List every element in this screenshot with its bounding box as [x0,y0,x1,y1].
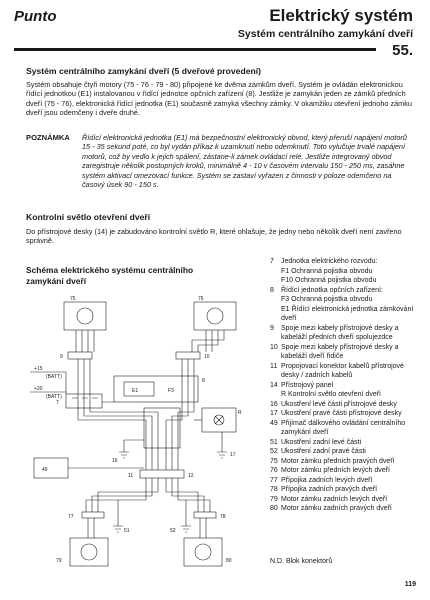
legend-item [270,305,418,324]
legend-item [270,419,418,438]
legend-item-text: Řídící jednotka opčních zařízení: [281,286,383,294]
motor-80-block [184,538,232,566]
page-title: Elektrický systém [269,6,413,25]
legend-item-number: 9 [270,324,274,332]
label-77: 77 [68,514,74,520]
page-number: 119 [404,581,416,588]
legend-item-text: Ukostření zadní levé části [281,438,362,446]
legend-item-number: 75 [270,457,278,465]
label-9: 9 [60,354,63,360]
legend-item-text: Přijímač dálkového ovládání centrálního zamykání dveří [281,419,406,436]
label-17: 17 [230,452,236,458]
legend-item-number: 16 [270,400,278,408]
legend-item-text: Motor zámku zadních pravých dveří [281,505,392,512]
label-52: 52 [170,528,176,534]
connector-11 [128,470,184,479]
label-16: 16 [112,458,118,464]
legend-item-text: F10 Ochranná pojistka obvodu [281,277,377,284]
label-49: 49 [42,467,48,473]
legend-item-number: 52 [270,448,278,455]
connector-78 [194,512,226,520]
legend-item [270,409,418,419]
wiring-diagram [26,290,258,575]
legend-item [270,485,418,495]
legend-item-number [270,305,281,324]
label-f3: F3 [168,388,174,394]
control-unit-8 [114,376,205,402]
legend-item-number: 7 [270,258,274,265]
legend-item-number: 76 [270,467,278,474]
legend-item-text: Spoje mezi kabely přístrojové desky a kabeláží předních dveří spolujezdce [281,324,399,341]
legend-item [270,324,418,343]
legend-list [270,257,418,514]
legend-item-number [270,295,281,305]
fuse-box-7 [56,394,102,408]
legend-item-text: Motor zámku předních pravých dveří [281,457,395,465]
section-paragraph-control-light: Do přístrojové desky (14) je zabudováno kontrolní světlo R, které ohlašuje, že jedny nebo několik dveří není zavřeno správně. [26,227,402,246]
ground-51 [113,500,130,534]
label-batt-2: (BATT) [46,394,62,400]
connector-77 [68,512,104,520]
legend-item-number: 51 [270,438,278,446]
legend-item-text: Ukostření levé části přístrojové desky [281,400,397,408]
label-12: 12 [188,473,194,479]
legend-item [270,257,418,267]
connector-12 [188,473,194,479]
legend-item [270,495,418,505]
legend-item [270,276,418,286]
ground-16 [112,440,144,464]
legend-item-text: Ukostření zadní pravé části [281,448,366,455]
legend-item-text: Spoje mezi kabely přístrojové desky a kabeláží dveří řidiče [281,343,399,360]
legend-item [270,295,418,305]
legend-item-text: Jednotka elektrického rozvodu: [281,258,378,265]
legend-item [270,476,418,486]
legend-item-number: 8 [270,286,274,294]
legend-item-number: 14 [270,381,278,389]
legend-item-number [270,390,281,400]
legend-item-text: F1 Ochranná pojistka obvodu [281,267,373,275]
instrument-panel-14 [194,408,242,432]
legend-item-number [270,267,281,277]
scheme-heading: Schéma elektrického systému centrálního zamykání dveří [26,265,194,286]
legend-item [270,267,418,277]
power-supply [30,366,66,400]
ground-52 [170,500,191,534]
note-label: POZNÁMKA [26,133,70,142]
legend-item [270,400,418,410]
label-10: 10 [204,354,210,360]
legend-item-text: R Kontrolní světlo otevření dveří [281,391,381,398]
header-rule [14,48,376,51]
label-11: 11 [128,473,134,479]
label-78: 78 [220,514,226,520]
legend-item [270,390,418,400]
legend-footnote: N.D. Blok konektorů [270,558,333,565]
legend-item-number: 79 [270,495,278,503]
page-subtitle: Systém centrálního zamykání dveří [237,28,413,40]
label-75: 75 [70,296,76,302]
legend-item-text: E1 Řídící elektronická jednotka zámkování dveří [281,305,414,322]
legend-item-number: 49 [270,419,278,427]
motor-76-block [194,296,236,330]
legend-item [270,457,418,467]
section-heading-system: Systém centrálního zamykání dveří (5 dveřové provedení) [26,66,261,76]
section-number: 55. [392,42,413,59]
legend-item-text: Přípojka zadních pravých dveří [281,486,378,493]
legend-item-number: 80 [270,505,278,512]
label-plus15: +15 [34,366,43,372]
legend-item-number: 78 [270,486,278,493]
section-heading-control-light: Kontrolní světlo otevření dveří [26,212,151,222]
legend-item [270,381,418,391]
label-51: 51 [124,528,130,534]
note-text: Řídící elektronická jednotka (E1) má bezpečnostní elektronický obvod, který přeruší napájení motorů 15 - 35 sekund poté, co byl vydán příkaz k uzamknutí nebo odemknutí. Toto vylučuje trvalé napájení motorů, což by vedlo k jejich spálení, zástane-li zámek ovládací relé. Jestliže integrovaný obvod zaregistruje několik postupných kroků, minimálně 4 - 10 v časovém intervalu 150 - 250 ms, zasáhne systém aktivací omezovací funkce. Systém se zastaví vyřazen z činnosti v poloze odemčeno na časový úsek 90 - 150 s. [82,133,407,190]
legend-item-number [270,276,281,286]
legend-item-number: 17 [270,410,278,417]
ground-17 [217,432,236,458]
label-r: R [238,410,242,416]
legend-item-text: F3 Ochranná pojistka obvodu [281,296,373,303]
legend-item-text: Propojovací konektor kabelů přístrojové desky / zadních kabelů [281,362,404,379]
legend-item-text: Přístrojový panel [281,381,334,389]
legend-item-number: 10 [270,343,278,351]
legend-item [270,343,418,362]
label-batt-1: (BATT) [46,374,62,380]
label-8: 8 [202,378,205,384]
motor-79-block [56,538,108,566]
label-plus30: +30 [34,386,43,392]
label-80: 80 [226,558,232,564]
legend-item [270,438,418,448]
motor-75-block [64,296,106,330]
label-76: 76 [198,296,204,302]
label-79: 79 [56,558,62,564]
legend-item-text: Přípojka zadních levých dveří [281,476,373,484]
brand-name: Punto [14,8,57,25]
label-7: 7 [56,400,59,406]
connector-10 [176,352,210,360]
legend-item-number: 77 [270,476,278,484]
legend-item-text: Motor zámku předních levých dveří [281,467,390,474]
section-paragraph-system: Systém obsahuje čtyři motory (75 - 76 - 79 - 80) připojené ke dvěma zámkům dveří. Systém je ovládán elektronickou řídící jednotkou (E1) instalovanou v řídící jednotce opčních zařízení (8). Jestliže je zamykán jeden ze zámků předních dveří (75 - 76), elektronická řídící jednotka (E1) současně zamyká všechny zámky. V okamžiku otevření jednoho zámku dveří jsou odemčeny i dveře druhé. [26,80,412,118]
legend-item [270,466,418,476]
legend-item [270,362,418,381]
connector-9 [60,352,92,360]
legend-item-text: Motor zámku zadních levých dveří [281,495,388,503]
legend-item [270,447,418,457]
legend-item [270,286,418,296]
legend-item [270,504,418,514]
legend-item-number: 11 [270,362,278,370]
legend-item-text: Ukostření pravé části přístrojové desky [281,410,402,417]
label-e1: E1 [132,388,139,394]
